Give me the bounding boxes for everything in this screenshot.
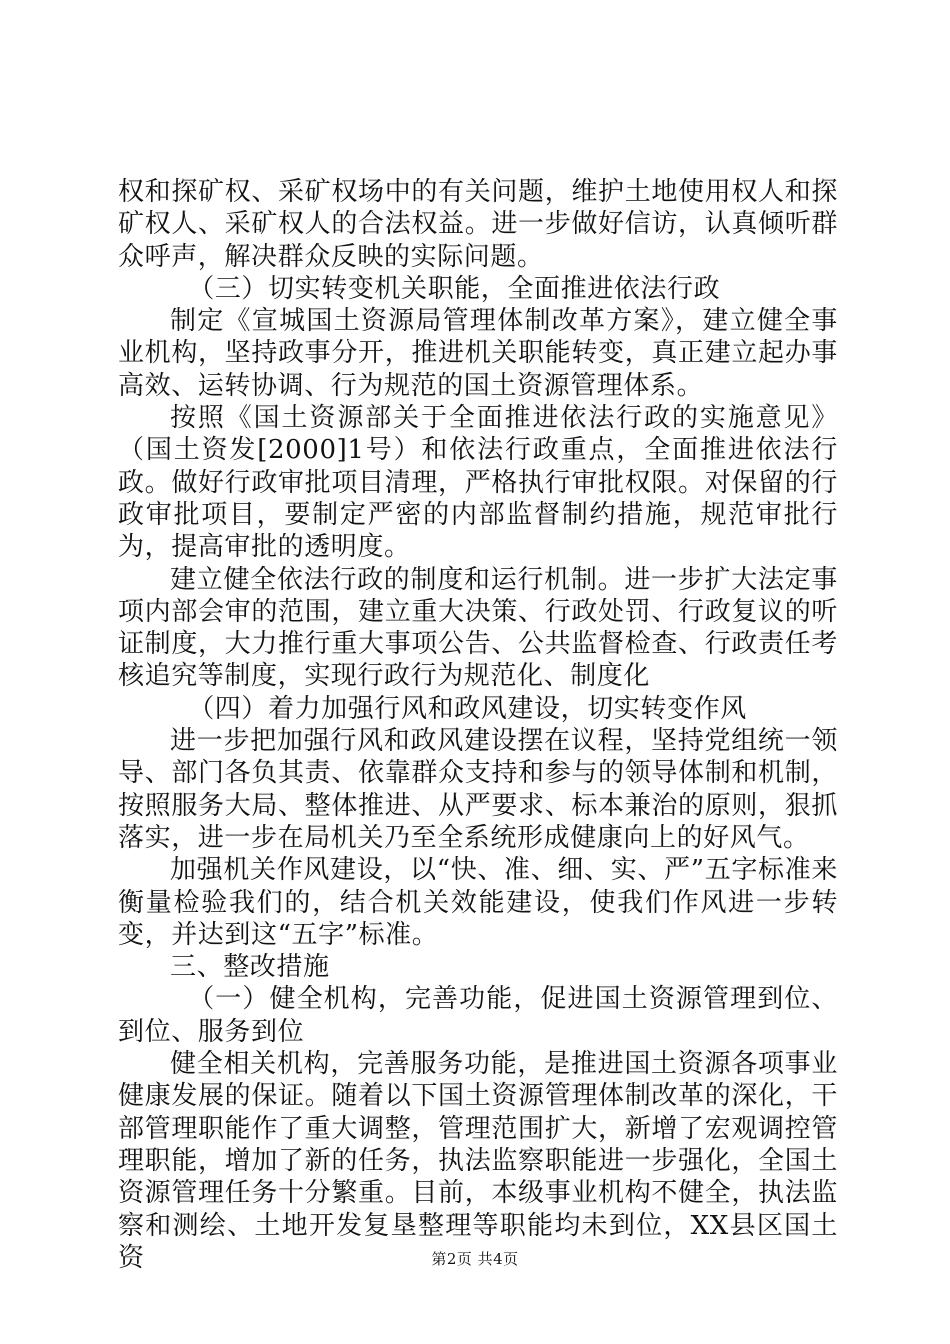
- section-heading: （三）切实转变机关职能，全面推进依法行政: [188, 273, 721, 304]
- paragraph: 健全相关机构，完善服务功能，是推进国土资源各项事业健康发展的保证。随着以下国土资源管理体制改革的深化，干部管理职能作了重大调整，管理范围扩大，新增了宏观调控管理职能，增加了新的任务，执法监察职能进一步强化，全国土资源管理任务十分繁重。目前，本级事业机构不健全，执法监察和测绘、土地开发复垦整理等职能均未到位，XX县区国土资: [118, 1049, 838, 1273]
- paragraph: 进一步把加强行风和政风建设摆在议程，坚持党组统一领导、部门各负其责、依靠群众支持和参与的领导体制和机制，按照服务大局、整体推进、从严要求、标本兼治的原则，狠抓落实，进一步在局机关乃至全系统形成健康向上的好风气。: [118, 726, 838, 853]
- paragraph: 按照《国土资源部关于全面推进依法行政的实施意见》（国土资发[2000]1号）和依法行政重点，全面推进依法行政。做好行政审批项目清理，严格执行审批权限。对保留的行政审批项目，要制定严密的内部监督制约措施，规范审批行为，提高审批的透明度。: [118, 403, 838, 563]
- section-heading: （一）健全机构，完善功能，促进国土资源管理到位、到位、服务到位: [118, 984, 838, 1047]
- section-heading: （四）着力加强行风和政风建设，切实转变作风: [188, 693, 747, 724]
- paragraph: 权和探矿权、采矿权场中的有关问题，维护土地使用权人和探矿权人、采矿权人的合法权益。进一步做好信访，认真倾听群众呼声，解决群众反映的实际问题。: [118, 177, 838, 272]
- paragraph: 制定《宣城国土资源局管理体制改革方案》，建立健全事业机构，坚持政事分开，推进机关职能转变，真正建立起办事高效、运转协调、行为规范的国土资源管理体系。: [118, 306, 838, 401]
- document-body: [118, 176, 838, 1274]
- section-heading: 三、整改措施: [170, 952, 330, 983]
- paragraph: 建立健全依法行政的制度和运行机制。进一步扩大法定事项内部会审的范围，建立重大决策、行政处罚、行政复议的听证制度，大力推行重大事项公告、公共监督检查、行政责任考核追究等制度，实现行政行为规范化、制度化: [118, 564, 838, 692]
- page-number-footer: 第2页 共4页: [431, 1250, 519, 1268]
- paragraph: 加强机关作风建设，以“快、准、细、实、严”五字标准来衡量检验我们的，结合机关效能建设，使我们作风进一步转变，并达到这“五字”标准。: [118, 855, 838, 950]
